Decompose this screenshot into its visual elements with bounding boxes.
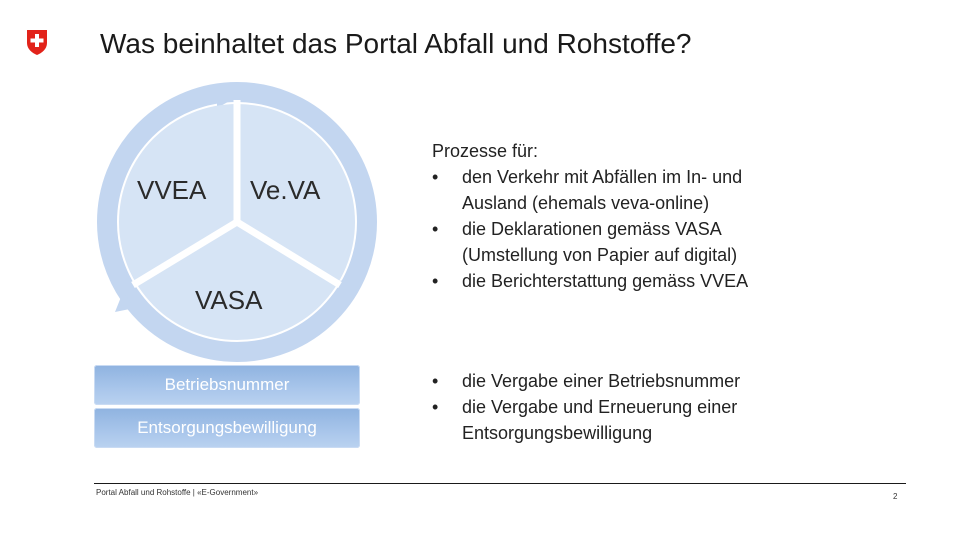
cycle-graphic <box>95 80 380 365</box>
process-heading: Prozesse für: <box>432 141 539 161</box>
bullet-icon: • <box>432 271 439 291</box>
box-betriebsnummer: Betriebsnummer <box>94 365 360 405</box>
list-item-text: Ausland (ehemals veva-online) <box>462 193 710 213</box>
bullet-icon: • <box>432 371 439 391</box>
list-item-text: die Vergabe einer Betriebsnummer <box>462 371 741 391</box>
process-list <box>432 138 932 294</box>
swiss-cross-logo <box>25 29 49 56</box>
bullet-icon: • <box>432 219 439 239</box>
footer-divider <box>94 483 906 484</box>
list-item-text: den Verkehr mit Abfällen im In- und <box>462 167 743 187</box>
list-item <box>432 368 932 394</box>
bullet-icon: • <box>432 167 439 187</box>
list-item-text: die Berichterstattung gemäss VVEA <box>462 271 749 291</box>
box-entsorgungsbewilligung: Entsorgungsbewilligung <box>94 408 360 448</box>
footer-text: Portal Abfall und Rohstoffe | «E-Government» <box>96 488 259 497</box>
segment-veva: Ve.VA <box>250 175 321 205</box>
assignment-list <box>432 368 932 446</box>
bullet-icon: • <box>432 397 439 417</box>
list-item-text: (Umstellung von Papier auf digital) <box>462 245 738 265</box>
segment-vasa: VASA <box>195 285 263 315</box>
list-item-text: die Deklarationen gemäss VASA <box>462 219 722 239</box>
segment-vvea: VVEA <box>137 175 207 205</box>
page-title: Was beinhaltet das Portal Abfall und Rohstoffe? <box>100 28 692 59</box>
list-item-text: Entsorgungsbewilligung <box>462 423 653 443</box>
list-item <box>432 268 932 294</box>
page-number: 2 <box>893 492 898 501</box>
list-item <box>432 394 932 446</box>
list-item-text: die Vergabe und Erneuerung einer <box>462 397 738 417</box>
list-item <box>432 216 932 268</box>
list-item <box>432 164 932 216</box>
process-cycle-diagram <box>95 80 380 365</box>
